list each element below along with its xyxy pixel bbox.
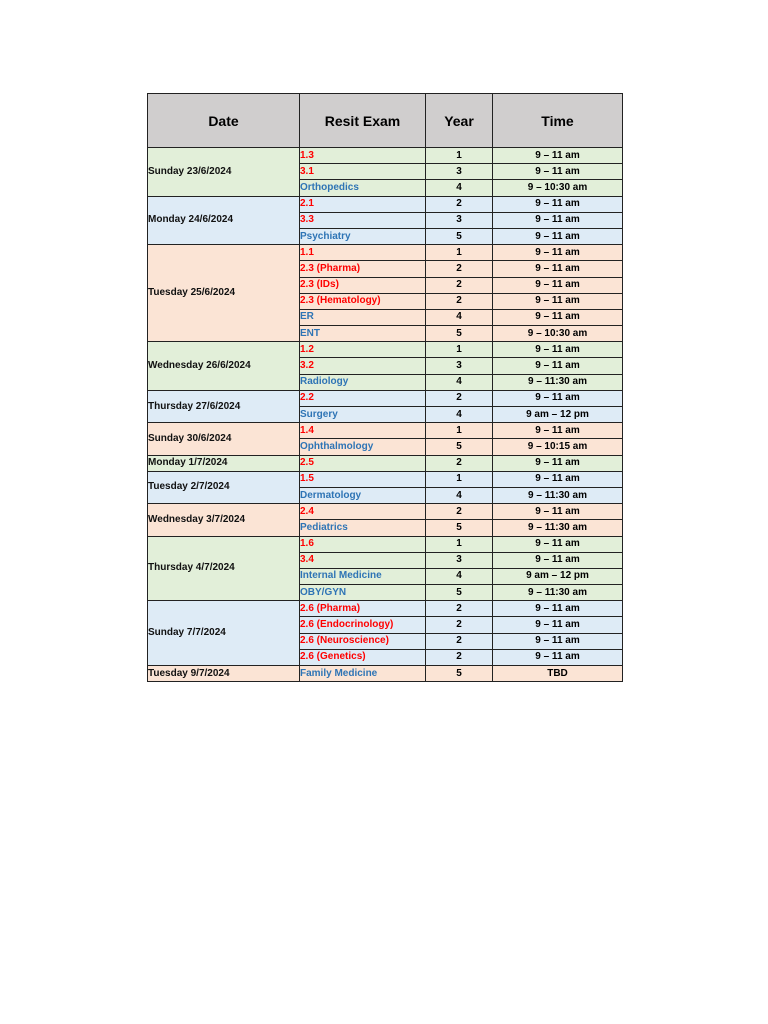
schedule-row bbox=[148, 666, 623, 682]
exam-year: 1 bbox=[426, 245, 493, 261]
exam-year: 2 bbox=[426, 649, 493, 665]
exam-time: 9 – 11:30 am bbox=[493, 520, 623, 536]
exam-name: Radiology bbox=[300, 374, 426, 390]
schedule-row bbox=[148, 536, 623, 552]
exam-time: 9 – 11 am bbox=[493, 164, 623, 180]
exam-name: 2.6 (Neuroscience) bbox=[300, 633, 426, 649]
exam-name: Orthopedics bbox=[300, 180, 426, 196]
exam-time: 9 – 11 am bbox=[493, 212, 623, 228]
exam-name: Surgery bbox=[300, 407, 426, 423]
exam-time: 9 – 11:30 am bbox=[493, 487, 623, 503]
exam-time: 9 – 11 am bbox=[493, 601, 623, 617]
exam-year: 5 bbox=[426, 439, 493, 455]
exam-time: 9 – 11 am bbox=[493, 228, 623, 244]
exam-name: Family Medicine bbox=[300, 666, 426, 682]
exam-date: Tuesday 9/7/2024 bbox=[148, 666, 300, 682]
exam-name: 2.6 (Genetics) bbox=[300, 649, 426, 665]
exam-year: 3 bbox=[426, 212, 493, 228]
exam-date: Sunday 7/7/2024 bbox=[148, 601, 300, 666]
exam-year: 1 bbox=[426, 148, 493, 164]
exam-year: 5 bbox=[426, 585, 493, 601]
exam-year: 5 bbox=[426, 228, 493, 244]
exam-time: 9 – 11:30 am bbox=[493, 374, 623, 390]
exam-name: 1.6 bbox=[300, 536, 426, 552]
exam-year: 3 bbox=[426, 164, 493, 180]
schedule-row bbox=[148, 601, 623, 617]
exam-name: 1.4 bbox=[300, 423, 426, 439]
exam-time: 9 – 11 am bbox=[493, 536, 623, 552]
schedule-row bbox=[148, 245, 623, 261]
schedule-row bbox=[148, 423, 623, 439]
exam-year: 2 bbox=[426, 601, 493, 617]
exam-name: 3.1 bbox=[300, 164, 426, 180]
exam-time: 9 – 10:30 am bbox=[493, 180, 623, 196]
exam-year: 5 bbox=[426, 520, 493, 536]
exam-time: 9 – 11 am bbox=[493, 617, 623, 633]
exam-name: Dermatology bbox=[300, 487, 426, 503]
exam-name: Psychiatry bbox=[300, 228, 426, 244]
schedule-row bbox=[148, 471, 623, 487]
exam-name: ENT bbox=[300, 326, 426, 342]
exam-time: 9 am – 12 pm bbox=[493, 407, 623, 423]
exam-name: 2.1 bbox=[300, 196, 426, 212]
exam-name: OBY/GYN bbox=[300, 585, 426, 601]
exam-date: Wednesday 26/6/2024 bbox=[148, 342, 300, 391]
exam-year: 4 bbox=[426, 309, 493, 325]
exam-name: Pediatrics bbox=[300, 520, 426, 536]
exam-name: 3.2 bbox=[300, 358, 426, 374]
exam-time: 9 – 11 am bbox=[493, 390, 623, 406]
schedule-row bbox=[148, 455, 623, 471]
header-year: Year bbox=[426, 94, 493, 148]
exam-year: 1 bbox=[426, 471, 493, 487]
exam-name: 2.2 bbox=[300, 390, 426, 406]
exam-year: 2 bbox=[426, 261, 493, 277]
header-resit-exam: Resit Exam bbox=[300, 94, 426, 148]
exam-year: 5 bbox=[426, 326, 493, 342]
exam-year: 4 bbox=[426, 407, 493, 423]
exam-time: 9 – 11 am bbox=[493, 293, 623, 309]
header-row bbox=[148, 94, 623, 148]
exam-name: 1.2 bbox=[300, 342, 426, 358]
exam-time: 9 am – 12 pm bbox=[493, 568, 623, 584]
exam-name: ER bbox=[300, 309, 426, 325]
exam-year: 2 bbox=[426, 633, 493, 649]
exam-year: 1 bbox=[426, 342, 493, 358]
exam-name: 3.3 bbox=[300, 212, 426, 228]
exam-time: 9 – 11 am bbox=[493, 309, 623, 325]
header-time: Time bbox=[493, 94, 623, 148]
exam-name: Ophthalmology bbox=[300, 439, 426, 455]
exam-time: 9 – 10:15 am bbox=[493, 439, 623, 455]
exam-time: 9 – 11 am bbox=[493, 342, 623, 358]
exam-time: 9 – 11 am bbox=[493, 552, 623, 568]
exam-name: 1.5 bbox=[300, 471, 426, 487]
exam-year: 2 bbox=[426, 293, 493, 309]
exam-year: 2 bbox=[426, 617, 493, 633]
resit-schedule-table bbox=[147, 93, 623, 682]
exam-date: Sunday 30/6/2024 bbox=[148, 423, 300, 455]
schedule-body bbox=[148, 148, 623, 682]
schedule-row bbox=[148, 504, 623, 520]
exam-date: Tuesday 2/7/2024 bbox=[148, 471, 300, 503]
exam-time: 9 – 11 am bbox=[493, 261, 623, 277]
exam-year: 2 bbox=[426, 390, 493, 406]
exam-name: 2.3 (IDs) bbox=[300, 277, 426, 293]
exam-time: 9 – 11 am bbox=[493, 633, 623, 649]
exam-time: 9 – 10:30 am bbox=[493, 326, 623, 342]
exam-year: 4 bbox=[426, 487, 493, 503]
exam-year: 2 bbox=[426, 455, 493, 471]
exam-name: 2.6 (Pharma) bbox=[300, 601, 426, 617]
exam-time: 9 – 11 am bbox=[493, 423, 623, 439]
exam-date: Monday 1/7/2024 bbox=[148, 455, 300, 471]
header-date: Date bbox=[148, 94, 300, 148]
exam-year: 1 bbox=[426, 423, 493, 439]
exam-year: 1 bbox=[426, 536, 493, 552]
exam-name: 2.6 (Endocrinology) bbox=[300, 617, 426, 633]
exam-name: 2.3 (Pharma) bbox=[300, 261, 426, 277]
exam-time: 9 – 11 am bbox=[493, 471, 623, 487]
exam-year: 5 bbox=[426, 666, 493, 682]
exam-date: Monday 24/6/2024 bbox=[148, 196, 300, 245]
exam-date: Thursday 27/6/2024 bbox=[148, 390, 300, 422]
exam-name: Internal Medicine bbox=[300, 568, 426, 584]
exam-date: Sunday 23/6/2024 bbox=[148, 148, 300, 197]
exam-date: Tuesday 25/6/2024 bbox=[148, 245, 300, 342]
exam-time: 9 – 11 am bbox=[493, 649, 623, 665]
exam-time: 9 – 11 am bbox=[493, 148, 623, 164]
exam-year: 2 bbox=[426, 504, 493, 520]
exam-year: 4 bbox=[426, 180, 493, 196]
exam-name: 2.5 bbox=[300, 455, 426, 471]
exam-date: Wednesday 3/7/2024 bbox=[148, 504, 300, 536]
exam-name: 2.3 (Hematology) bbox=[300, 293, 426, 309]
schedule-row bbox=[148, 390, 623, 406]
exam-year: 3 bbox=[426, 552, 493, 568]
exam-time: 9 – 11 am bbox=[493, 358, 623, 374]
exam-name: 1.3 bbox=[300, 148, 426, 164]
exam-time: 9 – 11 am bbox=[493, 277, 623, 293]
exam-date: Thursday 4/7/2024 bbox=[148, 536, 300, 601]
exam-time: 9 – 11 am bbox=[493, 455, 623, 471]
exam-name: 2.4 bbox=[300, 504, 426, 520]
exam-name: 3.4 bbox=[300, 552, 426, 568]
exam-time: 9 – 11:30 am bbox=[493, 585, 623, 601]
exam-time: TBD bbox=[493, 666, 623, 682]
exam-name: 1.1 bbox=[300, 245, 426, 261]
exam-year: 4 bbox=[426, 374, 493, 390]
exam-time: 9 – 11 am bbox=[493, 196, 623, 212]
exam-year: 2 bbox=[426, 277, 493, 293]
schedule-row bbox=[148, 342, 623, 358]
exam-year: 2 bbox=[426, 196, 493, 212]
schedule-row bbox=[148, 196, 623, 212]
exam-time: 9 – 11 am bbox=[493, 245, 623, 261]
exam-year: 4 bbox=[426, 568, 493, 584]
exam-time: 9 – 11 am bbox=[493, 504, 623, 520]
exam-year: 3 bbox=[426, 358, 493, 374]
schedule-row bbox=[148, 148, 623, 164]
